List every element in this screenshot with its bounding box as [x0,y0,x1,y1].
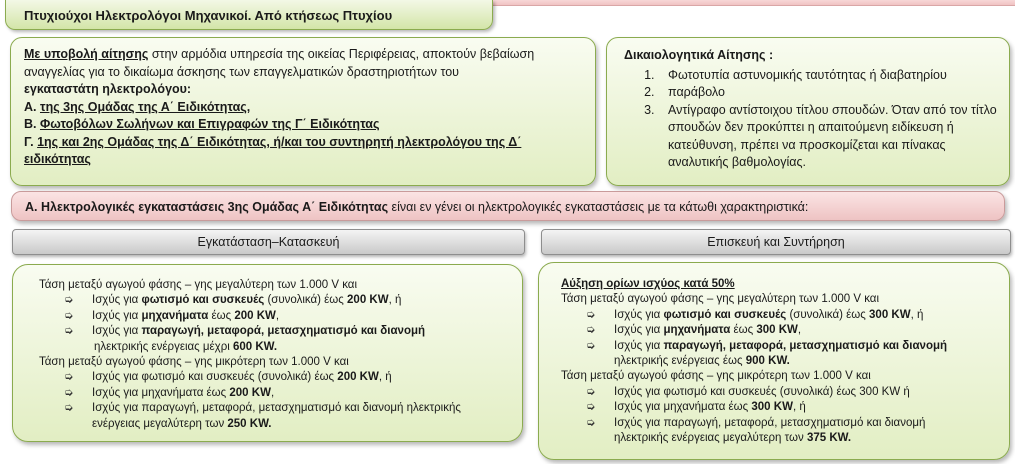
eligibility-intro [24,46,583,64]
document-item: 1. Φωτοτυπία αστυνομικής ταυτότητας ή διαβατηρίου [658,67,999,85]
arrow-bullet-icon: ➭ [64,402,74,415]
arrow-bullet-icon: ➭ [586,308,596,321]
low-voltage-list [39,370,512,416]
intro-text-3: εγκαταστάτη ηλεκτρολόγου: [24,82,192,96]
list-item: ➭ Ισχύς για φωτισμό και συσκευές (συνολικά) έως 300 KW ή [586,385,1001,400]
increase-label: Αύξηση ορίων ισχύος κατά 50% [561,278,735,290]
page-title [5,0,493,30]
document-item: 2. παράβολο [658,84,999,102]
arrow-bullet-icon: ➭ [586,339,596,352]
list-item: ➭ Ισχύς για φωτισμό και συσκευές (συνολικά) έως 300 KW, ή [586,308,1001,323]
list-item: ➭ Ισχύς για παραγωγή, μεταφορά, μετασχηματισμό και διανομή [64,324,512,339]
specialty-item-a: Α. της 3ης Ομάδας της Α΄ Ειδικότητας, [24,99,251,114]
top-decorative-strip [490,0,1015,6]
intro-text-2: αναγγελίας για το δικαίωμα άσκησης των επαγγελματικών δραστηριοτήτων του [24,64,460,79]
list-item: ➭ Ισχύς για παραγωγή, μεταφορά, μετασχηματισμό και διανομή ηλεκτρικής [64,401,512,416]
documents-list [624,67,999,172]
installation-header: Εγκατάσταση–Κατασκευή [12,229,525,255]
category-banner [11,191,1005,221]
high-voltage-list [561,308,1001,354]
arrow-bullet-icon: ➭ [586,385,596,398]
maintenance-box [538,262,1010,460]
arrow-bullet-icon: ➭ [64,325,74,338]
list-item: ➭ Ισχύς για μηχανήματα έως 300 KW, [586,323,1001,338]
banner-bold-text: Α. Ηλεκτρολογικές εγκαταστάσεις 3ης Ομάδας Α΄ Ειδικότητας [25,200,389,214]
list-item: ➭ Ισχύς για φωτισμό και συσκευές (συνολικά) έως 200 KW, ή [64,293,512,308]
arrow-bullet-icon: ➭ [64,294,74,307]
specialty-item-b: Β. Φωτοβόλων Σωλήνων και Επιγραφών της Γ΄ Ειδικότητας [24,117,380,131]
specialty-item-c: Γ. 1ης και 2ης Ομάδας της Δ΄ Ειδικότητας, ή/και του συντηρητή ηλεκτρολόγου της Δ΄ [24,134,522,149]
intro-text-1: στην αρμόδια υπηρεσία της οικείας Περιφέρειας, αποκτούν βεβαίωση [148,47,535,61]
list-item: ➭ Ισχύς για μηχανήματα έως 200 KW, [64,386,512,401]
page-title-text: Πτυχιούχοι Ηλεκτρολόγοι Μηχανικοί. Από κτήσεως Πτυχίου [24,8,393,23]
maintenance-header: Επισκευή και Συντήρηση [541,229,1011,255]
low-voltage-label: Τάση μεταξύ αγωγού φάσης – γης μικρότερη των 1.000 V και [561,370,871,383]
arrow-bullet-icon: ➭ [586,324,596,337]
list-item-continuation: ηλεκτρικής ενέργειας έως 900 KW. [614,355,790,368]
banner-text: είναι εν γένει οι ηλεκτρολογικές εγκαταστάσεις με τα κάτωθι χαρακτηριστικά: [388,200,809,214]
high-voltage-label: Τάση μεταξύ αγωγού φάσης – γης μεγαλύτερη των 1.000 V και [561,293,880,306]
intro-underlined-text: Με υποβολή αίτησης [24,47,149,61]
low-voltage-list [561,385,1001,431]
low-voltage-label: Τάση μεταξύ αγωγού φάσης – γης μικρότερη των 1.000 V και [39,356,349,369]
documents-heading: Δικαιολογητικά Αίτησης : [624,48,774,62]
list-item: ➭ Ισχύς για μηχανήματα έως 200 KW, [64,309,512,324]
list-item: ➭ Ισχύς για παραγωγή, μεταφορά, μετασχηματισμό και διανομή [586,416,1001,431]
list-item-continuation: ηλεκτρικής ενέργειας μέχρι 600 KW. [94,340,278,353]
list-item: ➭ Ισχύς για παραγωγή, μεταφορά, μετασχηματισμό και διανομή [586,339,1001,354]
arrow-bullet-icon: ➭ [64,371,74,384]
high-voltage-list [39,293,512,339]
list-item-continuation: ενέργειας μεγαλύτερη των 250 KW. [92,417,272,430]
documents-box [606,37,1010,186]
list-item: ➭ Ισχύς για μηχανήματα έως 300 KW, ή [586,400,1001,415]
list-item: ➭ Ισχύς για φωτισμό και συσκευές (συνολικά) έως 200 KW, ή [64,370,512,385]
eligibility-box [10,37,596,186]
arrow-bullet-icon: ➭ [586,416,596,429]
arrow-bullet-icon: ➭ [586,401,596,414]
specialty-item-c-cont: ειδικότητας [24,152,91,166]
document-item: 3. Αντίγραφο αντίστοιχου τίτλου σπουδών. Όταν από τον τίτλο σπουδών δεν προκύπτει η απαιτούμενη ειδίκευση ή κατεύθυνση, πρέπει να προσκομίζεται και πίνακας αναλυτικής βαθμολογίας. [658,102,999,172]
high-voltage-label: Τάση μεταξύ αγωγού φάσης – γης μεγαλύτερη των 1.000 V και [39,279,358,291]
list-item-continuation: ηλεκτρικής ενέργειας μεγαλύτερη των 375 KW. [614,432,852,445]
arrow-bullet-icon: ➭ [64,386,74,399]
arrow-bullet-icon: ➭ [64,309,74,322]
installation-box [12,264,523,442]
